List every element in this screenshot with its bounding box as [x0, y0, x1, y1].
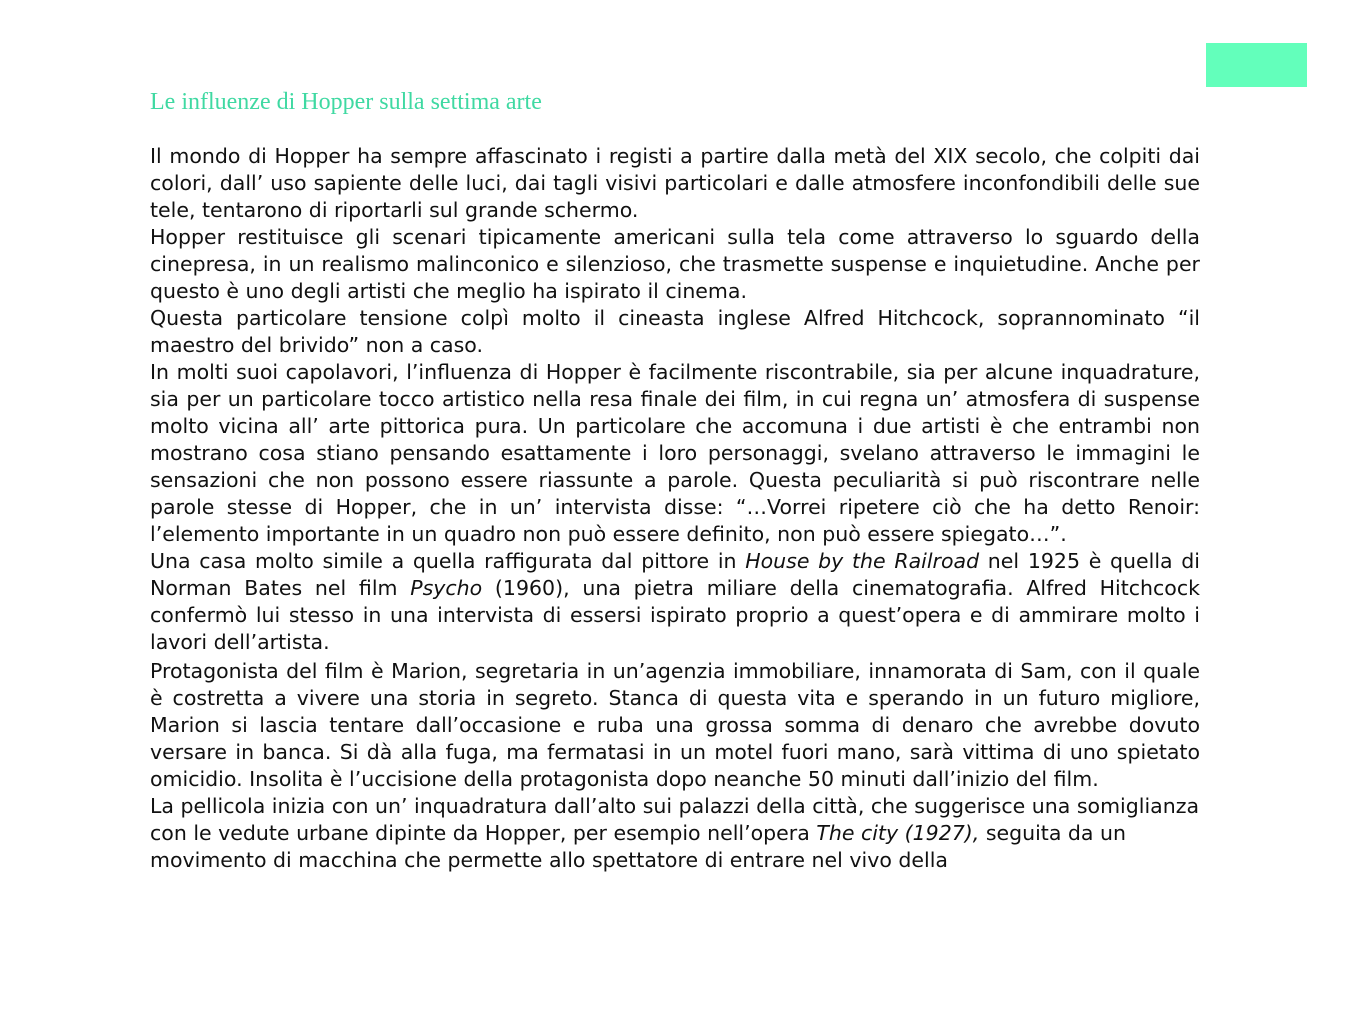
painting-title-the-city: The city (1927), [816, 821, 980, 845]
paragraph-7-text-a: La pellicola inizia con un’ inquadratura dall’alto sui palazzi della città, che suggerisce una somiglianza con le vedute urbane dipinte da Hopper, per esempio nell’opera [150, 794, 1200, 845]
paragraph-5-text-a: Una casa molto simile a quella raffigurata dal pittore in [150, 549, 746, 573]
paragraph-7-text-b: seguita da un movimento di macchina che permette allo spettatore di entrare nel vivo della [150, 821, 1126, 872]
paragraph-1: Il mondo di Hopper ha sempre affascinato i registi a partire dalla metà del XIX secolo, che colpiti dai colori, dall’ uso sapiente delle luci, dai tagli visivi particolari e dalle atmosfere inconfondibili delle sue tele, tentarono di riportarli sul grande schermo. [150, 144, 1200, 222]
article-body [150, 143, 1200, 874]
paragraph-4: In molti suoi capolavori, l’influenza di Hopper è facilmente riscontrabile, sia per alcune inquadrature, sia per un particolare tocco artistico nella resa finale dei film, in cui regna un’ atmosfera di suspense molto vicina all’ arte pittorica pura. Un particolare che accomuna i due artisti è che entrambi non mostrano cosa stiano pensando esattamente i loro personaggi, svelano attraverso le immagini le sensazioni che non possono essere riassunte a parole. Questa peculiarità si può riscontrare nelle parole stesse di Hopper, che in un’ intervista disse: “…Vorrei ripetere ciò che ha detto Renoir: l’elemento importante in un quadro non può essere definito, non può essere spiegato…”. [150, 360, 1200, 546]
paragraph-7 [150, 793, 1200, 874]
paragraph-5-text-c: (1960), una pietra miliare della cinematografia. Alfred Hitchcock confermò lui stesso in una intervista di essersi ispirato proprio a quest’opera e di ammirare molto i lavori dell’artista. [150, 576, 1200, 654]
paragraph-3: Questa particolare tensione colpì molto il cineasta inglese Alfred Hitchcock, soprannominato “il maestro del brivido” non a caso. [150, 306, 1200, 357]
paragraph-6: Protagonista del film è Marion, segretaria in un’agenzia immobiliare, innamorata di Sam, con il quale è costretta a vivere una storia in segreto. Stanca di questa vita e sperando in un futuro migliore, Marion si lascia tentare dall’occasione e ruba una grossa somma di denaro che avrebbe dovuto versare in banca. Si dà alla fuga, ma fermatasi in un motel fuori mano, sarà vittima di uno spietato omicidio. Insolita è l’uccisione della protagonista dopo neanche 50 minuti dall’inizio del film. [150, 659, 1200, 791]
decorative-corner-block [1206, 43, 1307, 87]
paragraph-2: Hopper restituisce gli scenari tipicamente americani sulla tela come attraverso lo sguardo della cinepresa, in un realismo malinconico e silenzioso, che trasmette suspense e inquietudine. Anche per questo è uno degli artisti che meglio ha ispirato il cinema. [150, 225, 1200, 303]
page-title: Le influenze di Hopper sulla settima arte [150, 89, 542, 115]
film-title-psycho: Psycho [410, 576, 483, 600]
paragraph-5 [150, 548, 1200, 656]
painting-title-house-by-the-railroad: House by the Railroad [745, 549, 980, 573]
paragraph-5-text-b: nel 1925 è quella di Norman Bates nel film [150, 549, 1200, 600]
